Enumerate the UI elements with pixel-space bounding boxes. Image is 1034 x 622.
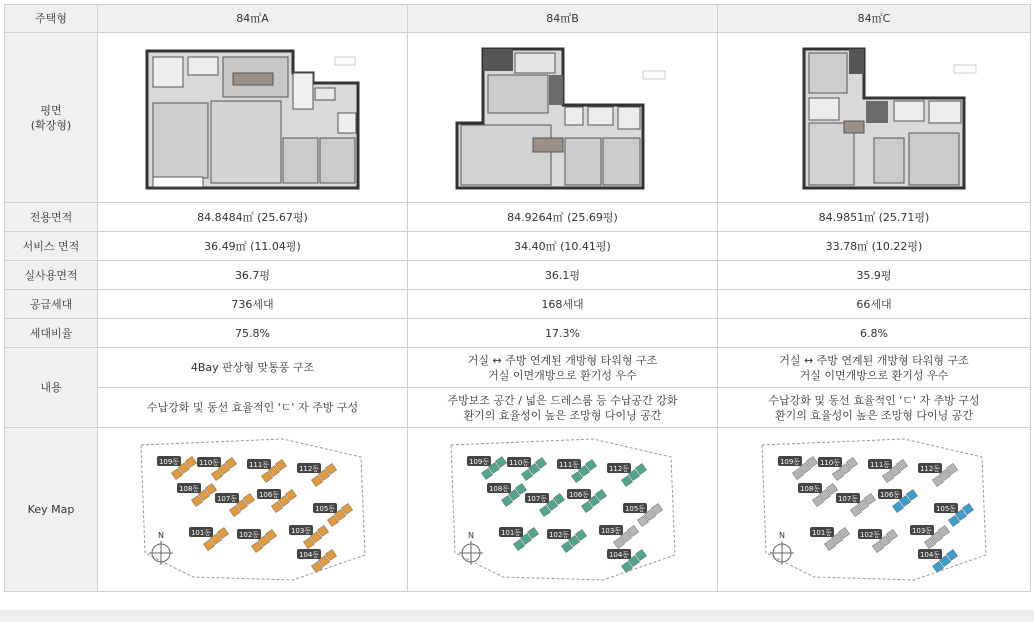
building-label: 108동 <box>799 484 821 493</box>
content-c-1: 거실 ↔ 주방 연계된 개방형 타워형 구조 거실 이면개방으로 환기성 우수 <box>718 348 1031 388</box>
building-105동 <box>313 503 353 527</box>
building-107동 <box>525 493 565 517</box>
building-label: 103동 <box>600 526 621 535</box>
building-label: 111동 <box>558 460 579 469</box>
building-label: 110동 <box>508 458 529 467</box>
service-area-b: 34.40㎡ (10.41평) <box>408 232 718 261</box>
exclusive-area-label: 전용면적 <box>5 203 98 232</box>
floorplan-b-cell <box>408 33 718 203</box>
building-label: 110동 <box>819 458 841 467</box>
building-109동 <box>157 456 197 480</box>
building-110동 <box>507 457 547 481</box>
building-104동 <box>607 549 647 573</box>
keymap-a-image <box>133 435 373 585</box>
floorplan-label-text: 평면 (확장형) <box>30 103 72 132</box>
keymap-b-image <box>443 435 683 585</box>
content-a-2: 수납강화 및 동선 효율적인 'ㄷ' 자 주방 구성 <box>98 388 408 428</box>
building-label: 109동 <box>779 457 801 466</box>
households-a: 736세대 <box>98 290 408 319</box>
exclusive-area-a: 84.8484㎡ (25.67평) <box>98 203 408 232</box>
floorplan-a-image <box>143 43 363 193</box>
building-label: 112동 <box>919 464 941 473</box>
building-109동 <box>467 456 507 480</box>
households-c: 66세대 <box>718 290 1031 319</box>
building-label: 104동 <box>298 550 319 559</box>
building-103동 <box>289 525 329 549</box>
building-label: 112동 <box>298 464 319 473</box>
service-area-row <box>5 232 1031 261</box>
building-101동 <box>810 527 850 551</box>
service-area-c: 33.78㎡ (10.22평) <box>718 232 1031 261</box>
building-110동 <box>818 457 858 481</box>
building-108동 <box>487 483 527 507</box>
building-112동 <box>297 463 337 487</box>
building-110동 <box>197 457 237 481</box>
building-106동 <box>878 489 918 513</box>
actual-area-row <box>5 261 1031 290</box>
service-area-a: 36.49㎡ (11.04평) <box>98 232 408 261</box>
unit-spec-table <box>4 4 1031 592</box>
keymap-a-cell <box>98 428 408 592</box>
content-row-2 <box>5 388 1031 428</box>
building-101동 <box>499 527 539 551</box>
building-104동 <box>918 549 958 573</box>
exclusive-area-c: 84.9851㎡ (25.71평) <box>718 203 1031 232</box>
keymap-c-image <box>754 435 994 585</box>
compass-icon <box>770 531 794 565</box>
floorplan-label <box>5 33 98 203</box>
building-105동 <box>623 503 663 527</box>
building-label: 112동 <box>608 464 629 473</box>
building-label: 107동 <box>216 494 237 503</box>
building-106동 <box>567 489 607 513</box>
ratio-b: 17.3% <box>408 319 718 348</box>
header-row <box>5 5 1031 33</box>
content-row-1 <box>5 348 1031 388</box>
content-c-2: 수납강화 및 동선 효율적인 'ㄷ' 자 주방 구성 환기의 효율성이 높은 조망형 다이닝 공간 <box>718 388 1031 428</box>
compass-label: N <box>467 530 474 540</box>
compass-icon <box>149 531 173 565</box>
floorplan-b-image <box>453 43 673 193</box>
type-a-header: 84㎡A <box>98 5 408 33</box>
building-103동 <box>599 525 639 549</box>
ratio-c: 6.8% <box>718 319 1031 348</box>
exclusive-area-row <box>5 203 1031 232</box>
ratio-row <box>5 319 1031 348</box>
building-108동 <box>177 483 217 507</box>
header-label: 주택형 <box>5 5 98 33</box>
keymap-row <box>5 428 1031 592</box>
building-112동 <box>607 463 647 487</box>
type-c-header: 84㎡C <box>718 5 1031 33</box>
content-b-1: 거실 ↔ 주방 연계된 개방형 타워형 구조 거실 이면개방으로 환기성 우수 <box>408 348 718 388</box>
building-label: 107동 <box>837 494 859 503</box>
building-106동 <box>257 489 297 513</box>
building-label: 108동 <box>178 484 199 493</box>
content-b-2: 주방보조 공간 / 넓은 드레스룸 등 수납공간 강화 환기의 효율성이 높은 조망형 다이닝 공간 <box>408 388 718 428</box>
keymap-c-cell <box>718 428 1031 592</box>
building-109동 <box>778 456 818 480</box>
building-103동 <box>910 525 950 549</box>
building-label: 104동 <box>608 550 629 559</box>
content-label: 내용 <box>5 348 98 428</box>
ratio-label: 세대비율 <box>5 319 98 348</box>
keymap-label: Key Map <box>5 428 98 592</box>
ratio-a: 75.8% <box>98 319 408 348</box>
actual-area-label: 실사용면적 <box>5 261 98 290</box>
building-label: 106동 <box>568 490 589 499</box>
building-label: 110동 <box>198 458 219 467</box>
building-label: 105동 <box>935 504 957 513</box>
footer-band <box>0 610 1034 622</box>
floorplan-row <box>5 33 1031 203</box>
building-label: 102동 <box>238 530 259 539</box>
building-label: 108동 <box>488 484 509 493</box>
keymap-b-cell <box>408 428 718 592</box>
building-label: 105동 <box>314 504 335 513</box>
households-label: 공급세대 <box>5 290 98 319</box>
building-label: 103동 <box>290 526 311 535</box>
building-label: 109동 <box>468 457 489 466</box>
building-label: 101동 <box>500 528 521 537</box>
actual-area-c: 35.9평 <box>718 261 1031 290</box>
actual-area-a: 36.7평 <box>98 261 408 290</box>
building-111동 <box>868 459 908 483</box>
building-label: 109동 <box>158 457 179 466</box>
service-area-label: 서비스 면적 <box>5 232 98 261</box>
building-107동 <box>215 493 255 517</box>
households-b: 168세대 <box>408 290 718 319</box>
building-102동 <box>547 529 587 553</box>
households-row <box>5 290 1031 319</box>
floorplan-c-image <box>764 43 984 193</box>
building-111동 <box>247 459 287 483</box>
actual-area-b: 36.1평 <box>408 261 718 290</box>
building-label: 104동 <box>919 550 941 559</box>
building-label: 101동 <box>811 528 833 537</box>
building-102동 <box>858 529 898 553</box>
building-111동 <box>557 459 597 483</box>
compass-label: N <box>779 530 785 540</box>
building-label: 101동 <box>190 528 211 537</box>
building-105동 <box>934 503 974 527</box>
building-label: 107동 <box>526 494 547 503</box>
building-102동 <box>237 529 277 553</box>
building-107동 <box>836 493 876 517</box>
building-label: 106동 <box>258 490 279 499</box>
building-label: 105동 <box>624 504 645 513</box>
compass-icon <box>459 531 483 565</box>
building-label: 111동 <box>248 460 269 469</box>
type-b-header: 84㎡B <box>408 5 718 33</box>
building-label: 111동 <box>869 460 891 469</box>
building-label: 106동 <box>879 490 901 499</box>
building-108동 <box>798 483 838 507</box>
floorplan-c-cell <box>718 33 1031 203</box>
content-a-1: 4Bay 판상형 맞통풍 구조 <box>98 348 408 388</box>
exclusive-area-b: 84.9264㎡ (25.69평) <box>408 203 718 232</box>
building-label: 102동 <box>859 530 881 539</box>
building-101동 <box>189 527 229 551</box>
compass-label: N <box>157 530 164 540</box>
building-label: 102동 <box>548 530 569 539</box>
building-label: 103동 <box>911 526 933 535</box>
floorplan-a-cell <box>98 33 408 203</box>
building-104동 <box>297 549 337 573</box>
building-112동 <box>918 463 958 487</box>
